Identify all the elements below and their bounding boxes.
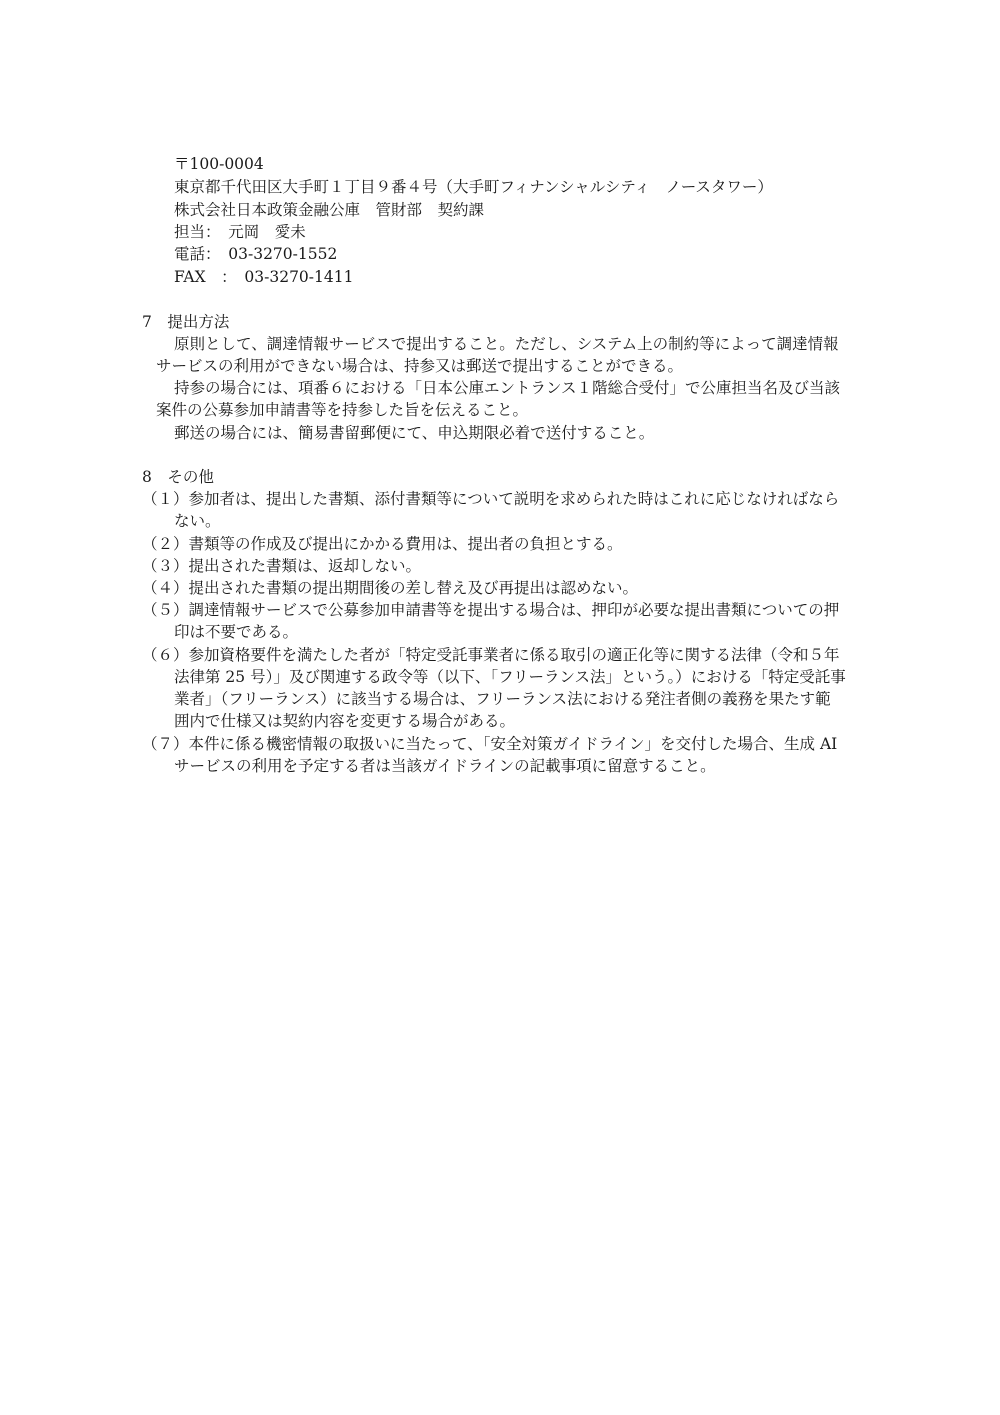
list-item-6-continued: 業者」（フリーランス）に該当する場合は、フリーランス法における発注者側の義務を果たす範 (174, 690, 831, 708)
list-item-6-continued: 囲内で仕様又は契約内容を変更する場合がある。 (174, 712, 516, 730)
list-item-5-continued: 印は不要である。 (174, 623, 299, 641)
list-item-1: （１）参加者は、提出した書類、添付書類等について説明を求められた時はこれに応じなければなら (142, 490, 840, 508)
list-item-7: （７）本件に係る機密情報の取扱いに当たって、「安全対策ガイドライン」を交付した場合、生成 AI (142, 735, 838, 753)
paragraph-line: 郵送の場合には、簡易書留郵便にて、申込期限必着で送付すること。 (174, 424, 655, 442)
list-item-3: （３）提出された書類は、返却しない。 (142, 557, 422, 575)
postal-code: 〒100-0004 (174, 155, 264, 173)
list-item-6: （６）参加資格要件を満たした者が「特定受託事業者に係る取引の適正化等に関する法律（令和５年 (142, 646, 840, 664)
list-item-6-continued: 法律第 25 号）」及び関連する政令等（以下、「フリーランス法」という。）における「特定受託事 (174, 668, 846, 686)
list-item-4: （４）提出された書類の提出期間後の差し替え及び再提出は認めない。 (142, 579, 639, 597)
street-address: 東京都千代田区大手町１丁目９番４号（大手町フィナンシャルシティ ノースタワー） (174, 178, 773, 196)
list-item-5: （５）調達情報サービスで公募参加申請書等を提出する場合は、押印が必要な提出書類についての押 (142, 601, 840, 619)
phone-number: 電話： 03-3270-1552 (174, 245, 338, 263)
paragraph-line: サービスの利用ができない場合は、持参又は郵送で提出することができる。 (156, 357, 684, 375)
organization: 株式会社日本政策金融公庫 管財部 契約課 (174, 201, 485, 219)
list-item-1-continued: ない。 (174, 512, 221, 530)
paragraph-line: 原則として、調達情報サービスで提出すること。ただし、システム上の制約等によって調達情報 (174, 335, 839, 353)
list-item-7-continued: サービスの利用を予定する者は当該ガイドラインの記載事項に留意すること。 (174, 757, 716, 775)
paragraph-line: 持参の場合には、項番６における「日本公庫エントランス１階総合受付」で公庫担当名及び当該 (174, 379, 841, 397)
paragraph-line: 案件の公募参加申請書等を持参した旨を伝えること。 (156, 401, 529, 419)
fax-number: FAX ： 03-3270-1411 (174, 268, 354, 286)
section-7-heading: 7 提出方法 (142, 313, 230, 331)
section-8-heading: 8 その他 (142, 468, 214, 486)
list-item-2: （２）書類等の作成及び提出にかかる費用は、提出者の負担とする。 (142, 535, 623, 553)
contact-person: 担当： 元岡 愛未 (174, 223, 306, 241)
